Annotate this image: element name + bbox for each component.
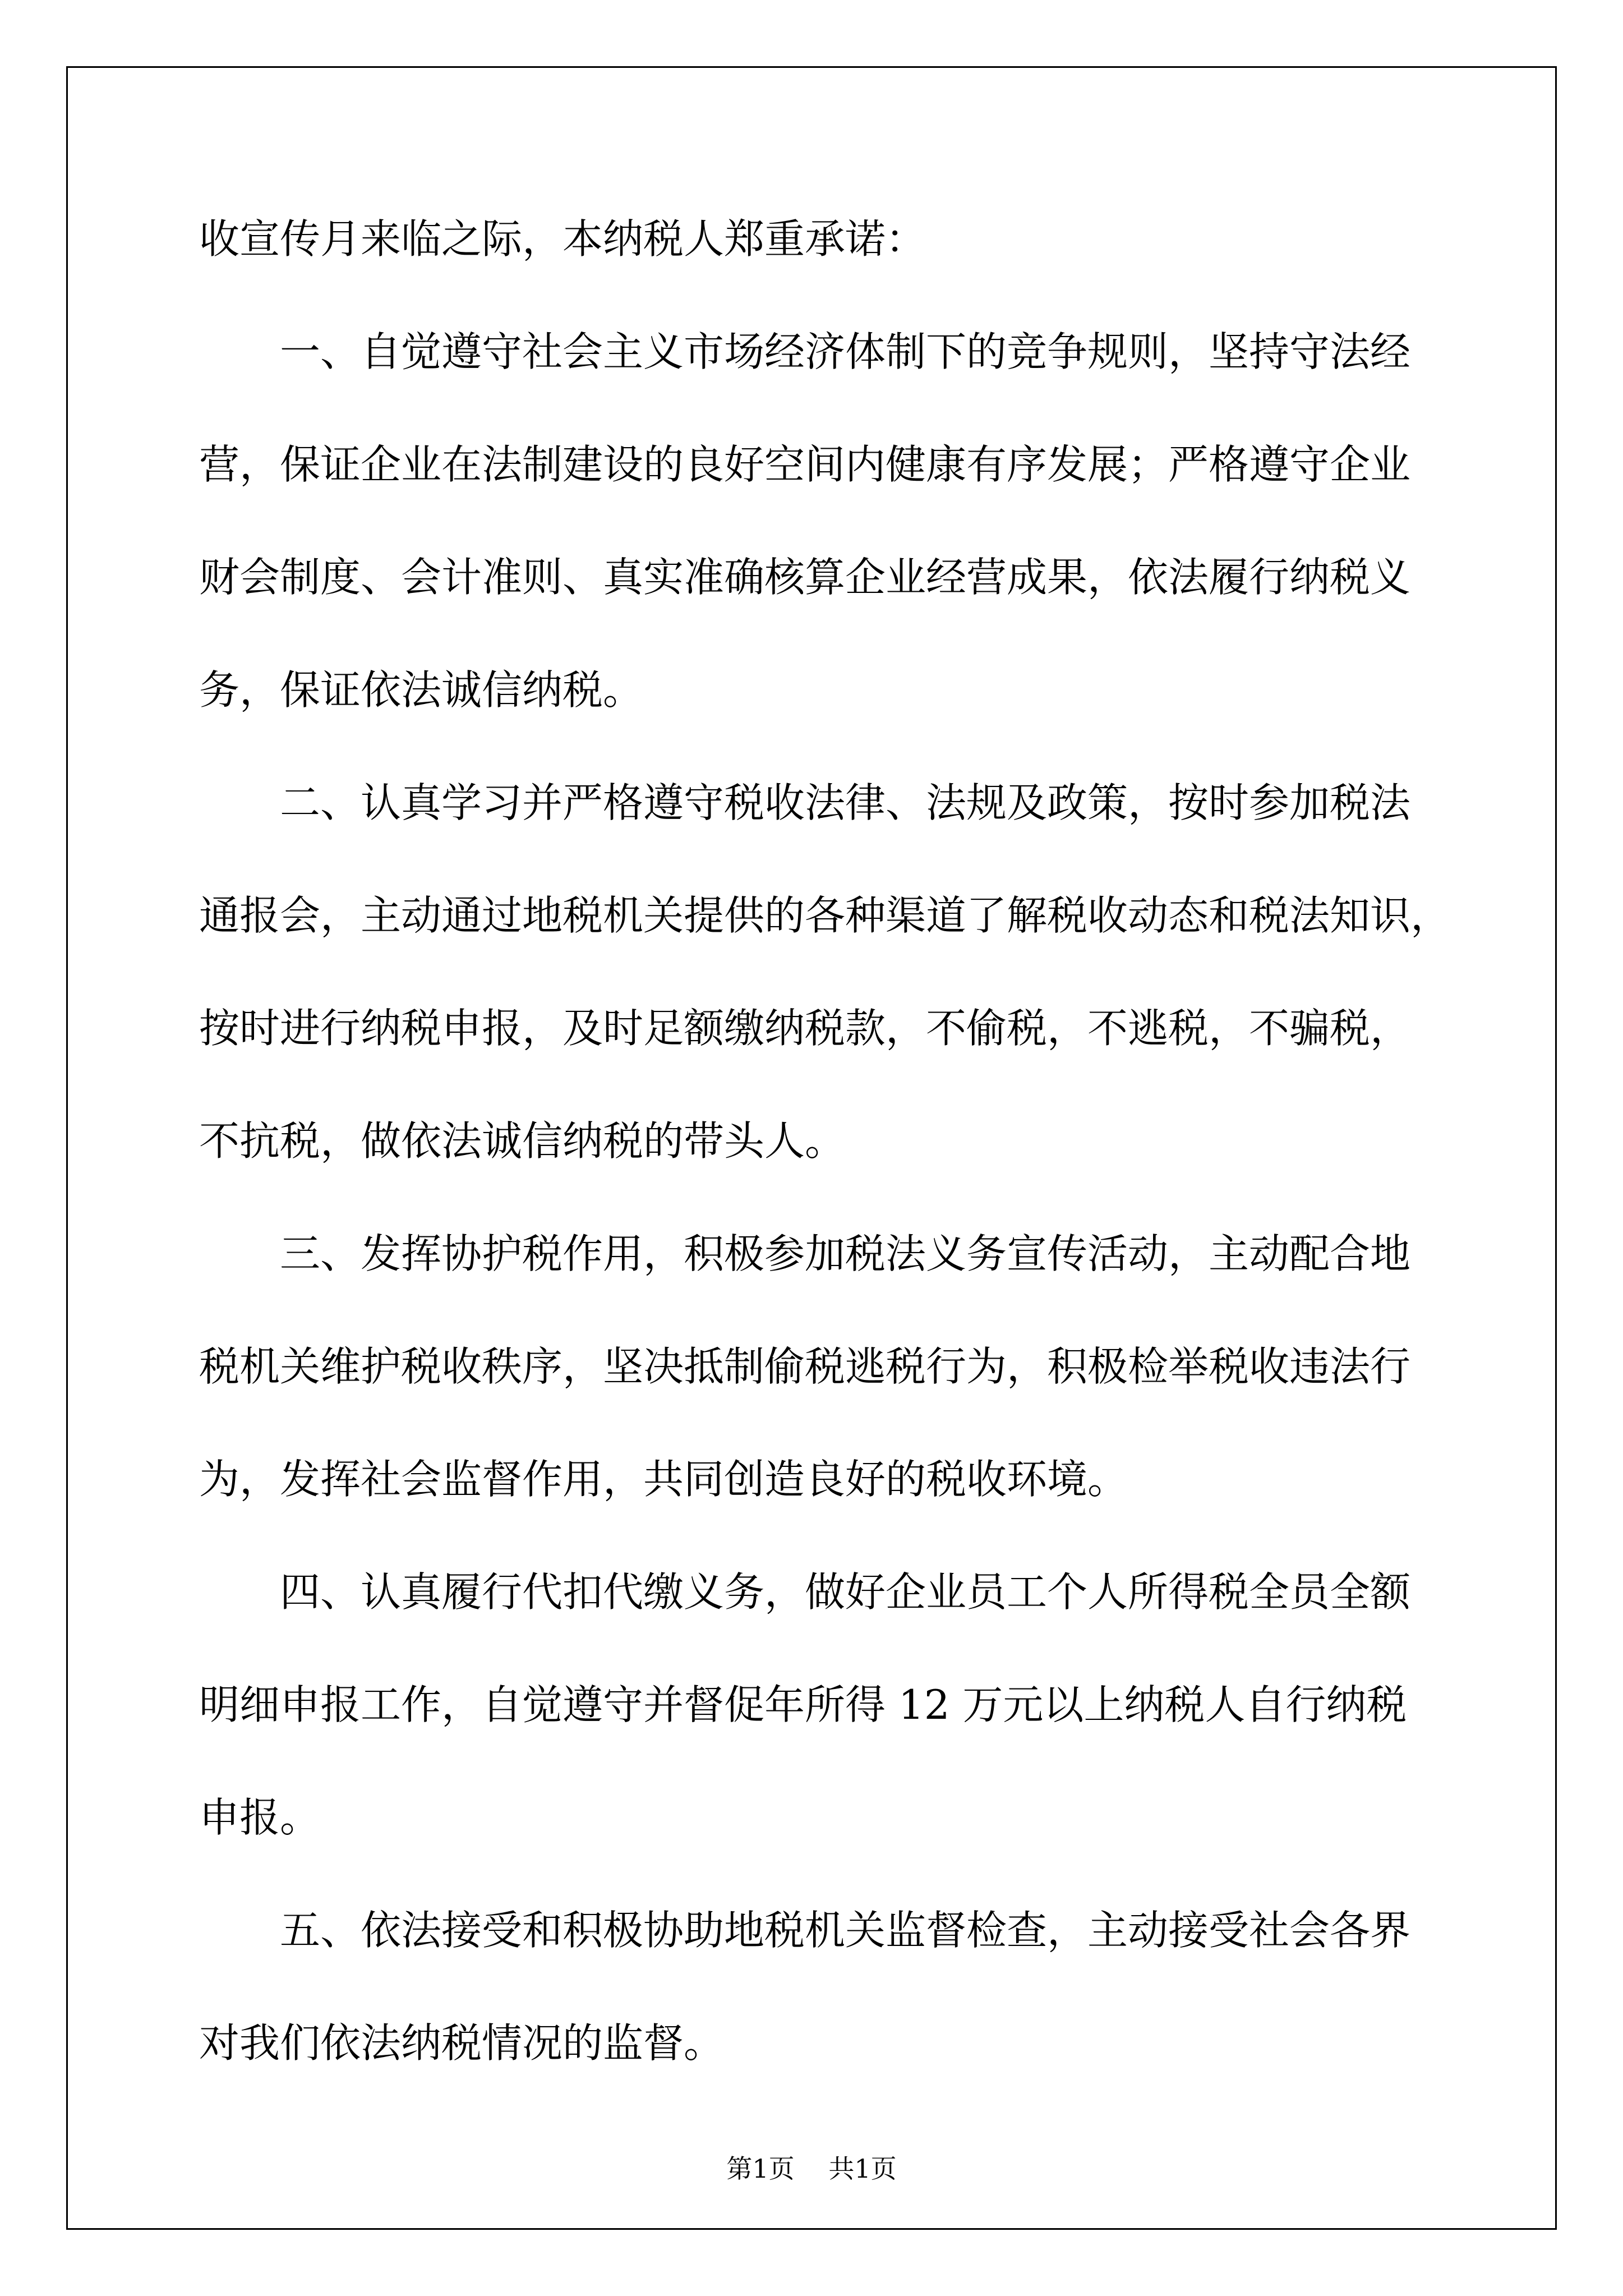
text-line: 对我们依法纳税情况的监督。 [199,2019,725,2067]
text-line: 通报会，主动通过地税机关提供的各种渠道了解税收动态和税法知识， [199,892,1451,939]
text-line: 四、认真履行代扣代缴义务，做好企业员工个人所得税全员全额 [280,1568,1411,1616]
text-line: 一、自觉遵守社会主义市场经济体制下的竞争规则，坚持守法经 [280,328,1411,375]
text-line: 税机关维护税收秩序，坚决抵制偷税逃税行为，积极检举税收违法行 [199,1343,1411,1390]
text-line: 不抗税，做依法诚信纳税的带头人。 [199,1117,846,1165]
text-line: 为，发挥社会监督作用，共同创造良好的税收环境。 [199,1456,1128,1503]
page-number: 第1页 [726,2154,795,2184]
page-footer [0,2148,1623,2185]
document-body [199,205,1489,2122]
page-total: 共1页 [828,2154,897,2184]
text-line: 申报。 [199,1794,321,1841]
text-line: 明细申报工作，自觉遵守并督促年所得 12 万元以上纳税人自行纳税 [199,1681,1407,1728]
text-line: 五、依法接受和积极协助地税机关监督检查，主动接受社会各界 [280,1907,1411,1954]
text-line: 营，保证企业在法制建设的良好空间内健康有序发展；严格遵守企业 [199,441,1411,488]
text-line: 财会制度、会计准则、真实准确核算企业经营成果，依法履行纳税义 [199,554,1411,601]
text-line: 务，保证依法诚信纳税。 [199,666,644,714]
text-line: 按时进行纳税申报，及时足额缴纳税款，不偷税，不逃税，不骗税， [199,1005,1411,1052]
text-line: 收宣传月来临之际，本纳税人郑重承诺： [199,215,926,263]
text-line: 三、发挥协护税作用，积极参加税法义务宣传活动，主动配合地 [280,1230,1411,1277]
text-line: 二、认真学习并严格遵守税收法律、法规及政策，按时参加税法 [280,779,1411,826]
